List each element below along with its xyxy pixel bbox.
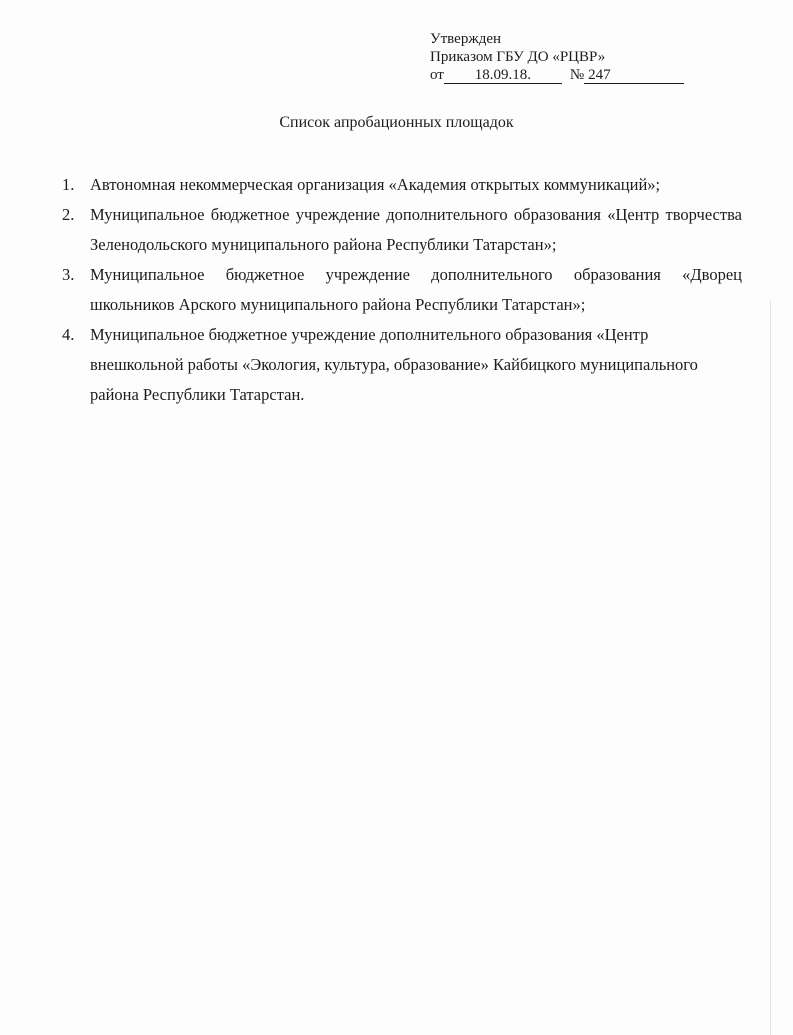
list-item-number: 3. <box>62 265 75 284</box>
scan-edge-line <box>770 300 771 1035</box>
list-item <box>62 200 742 260</box>
approval-date-line <box>430 66 684 84</box>
approval-order: Приказом ГБУ ДО «РЦВР» <box>430 49 606 65</box>
list-item <box>62 320 742 410</box>
document-title: Список апробационных площадок <box>279 114 514 131</box>
list-item-text: Муниципальное бюджетное учреждение дополнительного образования «Дворец школьников Арского муниципального района Республики Татарстан»; <box>90 265 742 314</box>
list-item-number: 2. <box>62 205 75 224</box>
list-item <box>62 260 742 320</box>
list-item-text: Муниципальное бюджетное учреждение дополнительного образования «Центр творчества Зеленодольского муниципального района Республики Татарстан»; <box>90 205 742 254</box>
approval-date: 18.09.18. <box>444 68 562 84</box>
list-item-text: Муниципальное бюджетное учреждение дополнительного образования «Центр внешкольной работы «Экология, культура, образование» Кайбицкого муниципального района Республики Татарстан. <box>90 325 698 404</box>
sites-list <box>62 170 742 410</box>
list-item-text: Автономная некоммерческая организация «Академия открытых коммуникаций»; <box>90 175 661 194</box>
list-item-number: 4. <box>62 325 75 344</box>
list-item <box>62 170 742 200</box>
approval-stamp <box>430 30 684 84</box>
approval-number: 247 <box>584 68 684 84</box>
number-sign: № <box>569 67 585 83</box>
approval-heading: Утвержден <box>430 31 502 47</box>
list-item-number: 1. <box>62 175 75 194</box>
from-label: от <box>430 67 444 83</box>
